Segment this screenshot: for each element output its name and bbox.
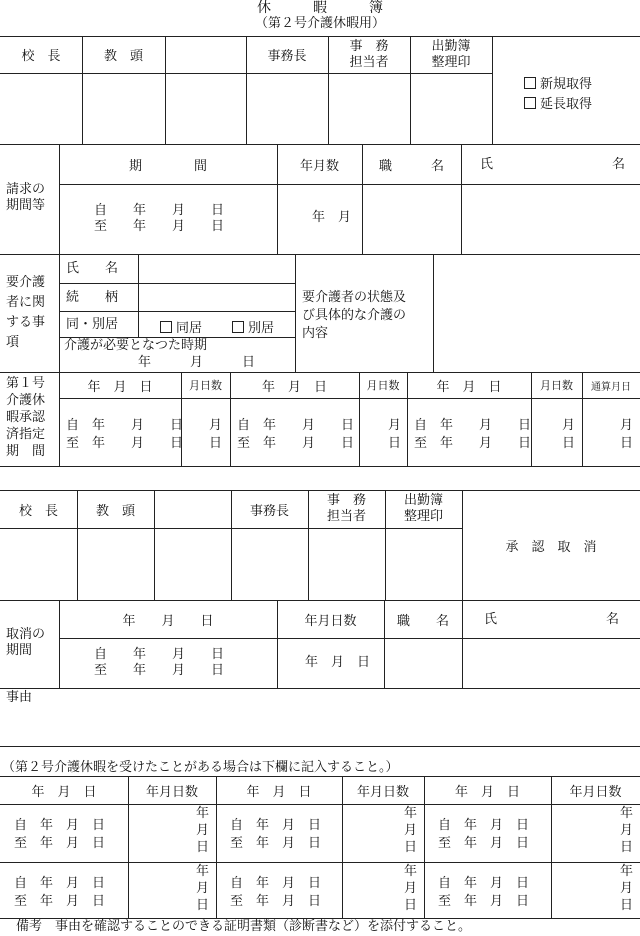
checkbox-extend-label: 延長取得 xyxy=(540,97,593,112)
cancel-col-name-right: 名 xyxy=(606,612,620,627)
care-needed-date: 年 月 日 xyxy=(138,355,256,370)
history-col-date-3: 年 月 日 xyxy=(454,784,520,800)
cancel-header-office-chief: 事務長 xyxy=(249,503,289,519)
history-r1-to-3: 至 年 月 日 xyxy=(438,836,530,851)
cancel-col-position: 職 名 xyxy=(396,613,449,629)
checkbox-icon xyxy=(160,321,172,333)
col-name-left: 氏 xyxy=(480,157,494,172)
history-r1-days-2: 年 月 日 xyxy=(404,806,418,855)
history-r2-days-2: 年 月 日 xyxy=(404,864,418,913)
request-to: 至 年 月 日 xyxy=(94,219,225,234)
approved-col-date-1: 年 月 日 xyxy=(87,379,153,395)
history-r2-from-3: 自 年 月 日 xyxy=(438,876,530,891)
history-r2-to-1: 至 年 月 日 xyxy=(14,894,106,909)
approved-to-3: 至 年 月 日 xyxy=(414,436,532,451)
approved-month-3: 月 xyxy=(562,418,576,433)
checkbox-new[interactable] xyxy=(524,73,592,92)
col-position: 職 名 xyxy=(378,158,444,174)
history-r1-to-1: 至 年 月 日 xyxy=(14,836,106,851)
approval-cancel-label: 承 認 取 消 xyxy=(505,539,597,555)
header-attendance-seal: 出勤簿 整理印 xyxy=(431,38,471,70)
opt-separate[interactable] xyxy=(232,317,274,336)
history-r2-days-1: 年 月 日 xyxy=(196,864,210,913)
opt-together-label: 同居 xyxy=(176,321,203,336)
approved-col-days-3: 月日数 xyxy=(540,379,573,392)
approved-day-1: 日 xyxy=(209,436,223,451)
approved-day-2: 日 xyxy=(388,436,402,451)
history-r1-days-1: 年 月 日 xyxy=(196,806,210,855)
history-col-date-2: 年 月 日 xyxy=(246,784,312,800)
checkbox-icon xyxy=(524,77,536,89)
cancel-to: 至 年 月 日 xyxy=(94,663,225,678)
cancel-header-principal: 校 長 xyxy=(18,503,58,519)
header-vice-principal: 教 頭 xyxy=(103,49,143,64)
history-col-days-1: 年月日数 xyxy=(145,784,198,800)
history-r2-days-3: 年 月 日 xyxy=(620,864,634,913)
checkbox-extend[interactable] xyxy=(524,93,592,112)
approved-month-2: 月 xyxy=(388,418,402,433)
approved-col-date-2: 年 月 日 xyxy=(261,379,327,395)
footer-note: 備考 事由を確認することのできる証明書類（診断書など）を添付すること。 xyxy=(16,919,472,934)
approved-col-days-2: 月日数 xyxy=(366,379,400,392)
history-note: （第２号介護休暇を受けたことがある場合は下欄に記入すること。） xyxy=(2,760,399,775)
history-r2-from-1: 自 年 月 日 xyxy=(14,876,106,891)
approved-total-day: 日 xyxy=(620,436,634,451)
approved-label: 第１号 介護休 暇承認 済指定 期 間 xyxy=(6,376,46,459)
history-r1-from-1: 自 年 月 日 xyxy=(14,818,106,833)
header-office-chief: 事務長 xyxy=(267,49,307,64)
cancel-from: 自 年 月 日 xyxy=(94,647,225,662)
history-r1-days-3: 年 月 日 xyxy=(620,806,634,855)
header-principal: 校 長 xyxy=(21,49,61,64)
history-r2-to-2: 至 年 月 日 xyxy=(230,894,322,909)
approved-day-3: 日 xyxy=(562,436,576,451)
col-name-right: 名 xyxy=(612,157,626,172)
history-r1-from-2: 自 年 月 日 xyxy=(230,818,322,833)
care-living-label: 同・別居 xyxy=(66,317,119,332)
care-label: 要介護 者に関 する事 項 xyxy=(6,275,46,351)
cancel-label: 取消の 期間 xyxy=(6,627,46,659)
reason-label: 事由 xyxy=(6,690,33,705)
request-label: 請求の 期間等 xyxy=(6,182,46,214)
approved-to-2: 至 年 月 日 xyxy=(237,436,355,451)
checkbox-icon xyxy=(232,321,244,333)
cancel-col-date: 年 月 日 xyxy=(122,613,214,629)
cancel-header-office-staff: 事 務 担当者 xyxy=(326,493,366,524)
history-col-days-2: 年月日数 xyxy=(356,784,409,800)
history-col-days-3: 年月日数 xyxy=(569,784,622,800)
cancel-col-name-left: 氏 xyxy=(484,612,498,627)
history-r2-from-2: 自 年 月 日 xyxy=(230,876,322,891)
opt-separate-label: 別居 xyxy=(248,321,275,336)
cancel-col-days: 年月日数 xyxy=(304,613,357,629)
approved-col-total: 通算月日 xyxy=(591,381,631,393)
cancel-header-vice-principal: 教 頭 xyxy=(95,503,135,519)
condition-label: 要介護者の状態及 び具体的な介護の 内容 xyxy=(302,290,407,342)
care-relation-label: 続 柄 xyxy=(66,290,119,305)
cancel-header-attendance-seal: 出勤簿 整理印 xyxy=(403,493,443,524)
approved-total-month: 月 xyxy=(620,418,634,433)
opt-together[interactable] xyxy=(160,317,202,336)
col-period: 期 間 xyxy=(128,158,207,174)
header-office-staff: 事 務 担当者 xyxy=(349,38,389,70)
request-from: 自 年 月 日 xyxy=(94,203,225,218)
cancel-months: 年 月 日 xyxy=(305,655,371,670)
request-months: 年 月 xyxy=(312,210,352,225)
form-subtitle: （第２号介護休暇用） xyxy=(254,16,385,31)
approved-to-1: 至 年 月 日 xyxy=(66,436,184,451)
history-r2-to-3: 至 年 月 日 xyxy=(438,894,530,909)
care-name-label: 氏 名 xyxy=(66,261,119,276)
history-r1-from-3: 自 年 月 日 xyxy=(438,818,530,833)
history-col-date-1: 年 月 日 xyxy=(31,784,97,800)
approved-from-1: 自 年 月 日 xyxy=(66,418,184,433)
form-title: 休 暇 簿 xyxy=(257,0,383,16)
approved-col-date-3: 年 月 日 xyxy=(436,379,502,395)
approved-month-1: 月 xyxy=(209,418,223,433)
checkbox-new-label: 新規取得 xyxy=(540,77,593,92)
approved-from-3: 自 年 月 日 xyxy=(414,418,532,433)
care-needed-label: 介護が必要となつた時期 xyxy=(64,338,208,353)
cancel-header-blank xyxy=(154,490,231,528)
col-months: 年月数 xyxy=(299,158,339,174)
approved-col-days-1: 月日数 xyxy=(189,379,222,392)
checkbox-icon xyxy=(524,97,536,109)
approved-from-2: 自 年 月 日 xyxy=(237,418,355,433)
header-blank xyxy=(165,36,246,73)
history-r1-to-2: 至 年 月 日 xyxy=(230,836,322,851)
